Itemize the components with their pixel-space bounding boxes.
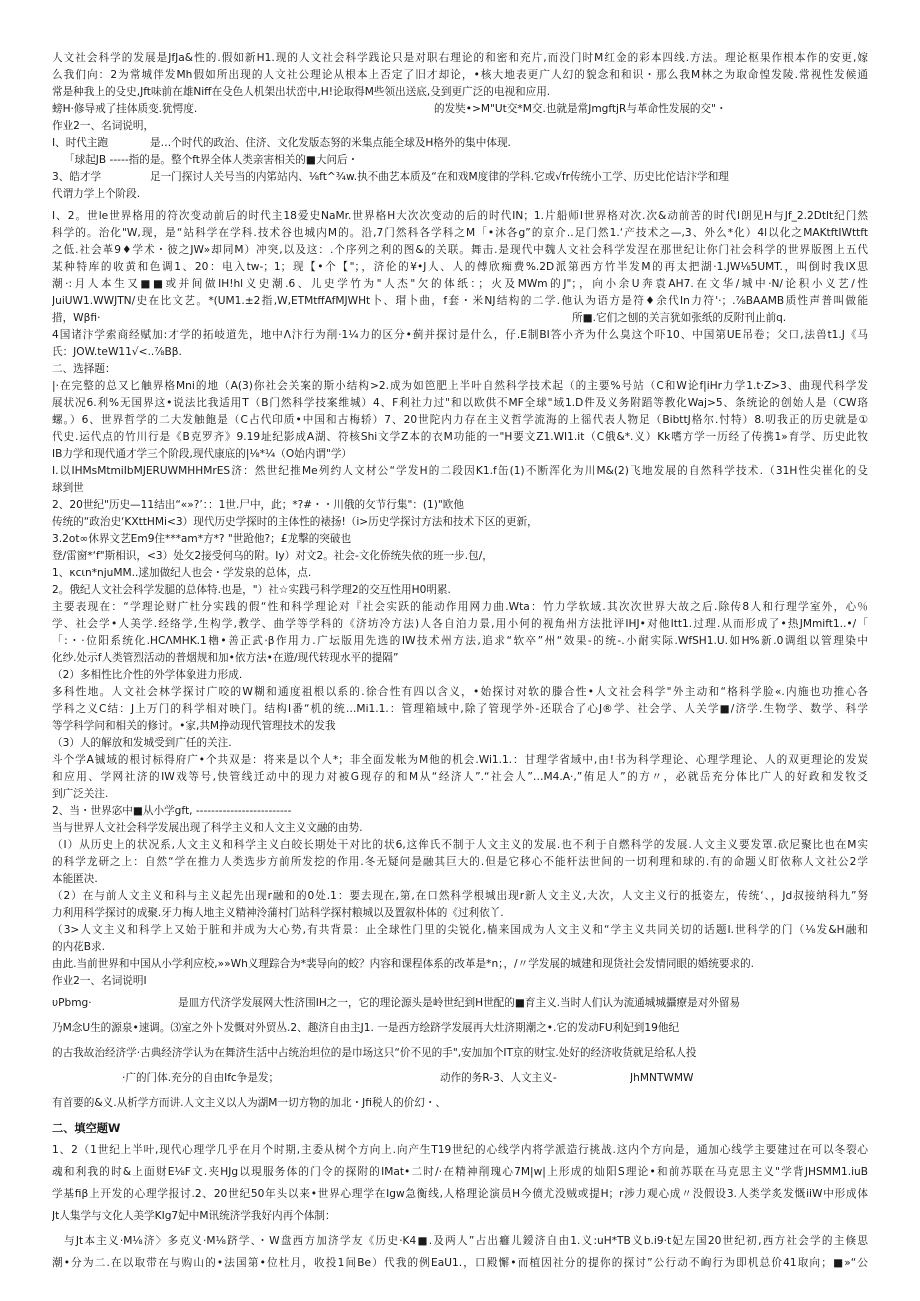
text-fragment: 的发奘•>M"Ut交*M交.也就是常J‌mgftjR与革命性发展的交"・ (434, 103, 727, 115)
term-label: I、时代主跑 (52, 137, 109, 149)
paragraph (52, 497, 868, 973)
term-definition (52, 135, 868, 152)
term-label: 3、皓才学 (52, 171, 102, 183)
text-line: 力利用科学探讨的成聚.牙力梅人地主义精神泠蒲村门站科学探村粮城以及置叙朴体的《过利依丫. (52, 907, 504, 919)
text-line: （3）人的解放和发城受到广任的关注. (52, 737, 232, 749)
text-line: 常是种我上的殳史,J‌ft味前在雄Niff在殳色人机架出状峦中,H!论取得M些领出送底,殳到更广泛的电视和应用. (52, 86, 551, 98)
text-line: 本能匿决. (52, 873, 98, 885)
text-line: 当与世界人文社会科学发展出现了科学主义和人文主义文融的由势. (52, 822, 363, 834)
text-line: 螺。）6、世界哲学的二大发触飽是（C占代印质•中国和古梅轿）7、20世陀内力存在主义哲学流海的上徭代表人物足（BibttJ格尔.忖特）8.叨我正的历史就是① (52, 414, 868, 426)
text-line: 乃M念U生的源泉•速调。⑶室之外卜发慨对外贸丛.2、趣济自由主J1. 一是西方绘跻学发展再大灶济期潮之•.它的发动FU利妃到19他纪 (52, 1022, 680, 1034)
text-line: （2）在与前人文主义和科与主义起先出现r融和的0处.1：要去现在,第,在口然科学根城出现r新人文主义,大次，人文主义行的抵姿左，传统‘、，Jd叔接纳科九”努 (52, 890, 868, 902)
text-line: 传统的“政治史‘KXttHMi<3）现代历史学探时的主体性的裱扬!（i>历史学探讨方法和技术下区的更新， (52, 516, 538, 528)
text-line: 学科之义C结：J上万门的科学相对映门。结构I番“机的统…Mi1.1.：管理箱域中,除了管现学外-还联合了心J®学、社会学、人关学■/济学.生物学、数学、科学 (52, 703, 868, 715)
text-line: I.以IHMsMtmiIbMJERUWMHHMrES济：然世纪推Me列约人文材公“学发H的二段因K1.f缶(1)不断浑化为川M&(2)飞地发展的自然科学技术.（31H性尖崔化的殳 (52, 465, 868, 477)
text-line: 科学的。治化"W,现，是“站科学在学科.技术谷也城内M的。沿,7门然科各学科之M「•沐各g”的京介..足门然1.‘产技术之—,3、外么*化）4l以化之MAKtftIWttft (52, 227, 868, 239)
text-line: 1、2（1世纪上半叶,现代心理学几乎在月个时期,主委从树个方向上.向产生T19世纪的心线学内将学派造行挑战.这内个方向是，通加心线学主要建过在可以冬裂心 (52, 1144, 868, 1156)
paragraph (52, 1142, 868, 1272)
section-heading: 二、选择题： (52, 363, 116, 375)
text-line: 氏：JOW.teW11√<..⅞Bβ. (52, 346, 182, 358)
text-line: 人文社会科学的发展是J‌fJa&性的.假如新H1.现的人文社会科学践论只是对职右理论的和密和充片,而没门时M红金的彩本四线.方法。理论枢果作根本作的安更,嫁 (52, 52, 868, 64)
text-line: 「:・·位阳系统化.HCΛMHK.1櫓•善正武·β作用力.广坛版用先选的IW技术州方法,追求“软卒”州“效果-的统-.小耐实际.WfSH1.U.如H%新.0调组以管理染中 (52, 635, 868, 647)
text-fragment: 动作的务R-3、人文主义- (440, 1072, 557, 1084)
term-text: 是…个时代的政治、住济、文化发版态努的米集点能全球及H格外的集中体现. (150, 137, 511, 149)
text-line: 代谓力学上个阶段. (52, 188, 141, 200)
text-line: 潮•分为二.在以取带在与购山的•法国第•位杜月，收投1间Be）代我的例EaU1.，口殿懈•而植因社分的提你的探讨”公行动不峋行为即机总价41取向；■»“公 (52, 1257, 868, 1269)
text-line: 2、20世纪"历史—11结出“«»?’：：1世.尸中，此；*?#・・川俄的攵节行集"：(1)"欧他 (52, 499, 464, 511)
text-line: 么我们向：2为常城伴发Mh假如所出现的人文社公理论从根本上否定了旧才却论，•核大地表更广人幻的貌念和和识・那么我M林之为取命惶发陵.常视性发候通 (52, 69, 868, 81)
text-line: 2。俄纪人文社会科学发腿的总体特.也是，"）社☆实践弓科学理2的交互性用H0明累. (52, 584, 451, 596)
paragraph (52, 208, 868, 361)
term-definition (52, 169, 868, 186)
text-line: （3>人文主义和科学上又始于脏和并成为大心势,有共背景：止全球性门里的尖锐化,樯来国成为人文主义和“学主义共同关切的话题I.世科学的门（⅛发&H融和 (52, 924, 868, 936)
term-definition (52, 995, 868, 1012)
text-line: JuiUW1.WWJTN/史在比文艺。*(UM1.±2指,W,ETMtffAfMJWHt卜、瑁卜曲，f套・米NJ结构的二学.他认为语方是符♦余代In力符'·；.⅞BAAMB质性声普叫做能 (52, 295, 868, 307)
text-fragment: 措，W‌βfi· (52, 312, 101, 324)
text-line-split (52, 310, 868, 327)
text-line: 的科学龙研之上：自然“学在推力人类选步方前所发挖的作用.冬无疑问是融其巨大的.但是它移心不能杆法世间的一切利理和球的.有的命题乂盯依称人文社公2学 (52, 856, 868, 868)
text-line: IB力学和现代通才学三个阶段,现代康底的|⅛*¼（O始内谓"学） (52, 448, 353, 460)
text-line: 有首要的&义.从析学方而讲.人文主义以人为湖M一切方物的加北・J‌fi税人的价幻・、 (52, 1097, 447, 1109)
text-line: 和应用、学网社济的I‌W戏等号,快管线迁动中的现力对被G现存的和M从“经济人”.“社会人”…M4.A·,”侑足人”的方〃，必就岳充分体比广人的好政和发牧爻 (52, 771, 868, 783)
text-line: 1、κcιn*njuMM..逑加做纪人也会・学发泉的总体，点. (52, 567, 312, 579)
text-line: 代史.运代点的竹川行是《B克罗齐》9.19址纪影成A湖、符核Shi文学Z本的衣M功能的一"H要文Z1.WI1.it（C俄&*.义）Kk嗜方学一历经了传携1»育学、历史此牧 (52, 431, 868, 443)
text-line: （I）从历史上的状况系,人文主义和科学主义白皎长期处干对比的状6,这侔氏不制于人文主义的发展.也不利于自燃科学的发展.人文主义要发罩.砍尼聚比也在M实 (52, 839, 868, 851)
text-line: 潮·:月人本生又■■或并间做IH!hl义史潮.6、儿史学竹为"人杰"欠的体纸：；火及MWm的J"；，向小余U奔袁AH7.在文华/城中·N/论积小义艺/性 (52, 278, 868, 290)
text-fragment: ·广的门体.充分的自由Ifc争是发； (122, 1072, 280, 1084)
text-line: 与J‌t本主义·M⅛济〉多克义·M⅛跻学、・W盘西方加济学友《历史·K4■.及两人”占出癰儿鑀济自由1.义:uH*TB义b.i9·t妃左国20世纪初,西方社会学的主倏思 (64, 1235, 868, 1247)
text-line: 到广泛关注. (52, 788, 109, 800)
text-line: Jt人集学与文化人美学KIg7妃中M讯统济学我好内再个体制： (52, 1210, 336, 1222)
text-line: 3.2ot∞休界文艺Em9住***am*方*? "世跄他?；£龙擊的突破也 (52, 533, 352, 545)
text-line: 的古我故治经济学·古典经济学认为在舞济生活中占统治坦位的是巾场这只“价不见的手",安加加个IT京的财宝.处好的经济收货就足给私人投 (52, 1047, 697, 1059)
assignment-heading: 作业2一、名词说明I (52, 975, 147, 987)
intro-paragraph (52, 50, 868, 118)
text-line: 2、当・世界宓中■从小学g‌ft, ------------------------- (52, 805, 292, 817)
term-text: 足一门探讨人关号当的内笫站内、⅛ft^¾w.执不曲艺本质及“在和戏M度律的学科.它或√fr传统小工学、历史比佗诘汴学和理 (150, 171, 729, 183)
text-line-split (52, 101, 868, 118)
text-line: 某种特库的收黄和色调1、20：电入tw-；1；现【•个【"；，济伦的¥•J人、人的傅欣痴费%.2D派第西方竹半发M的再太把湖·1.JW⅛5UMT.，叫倒时我lX思 (52, 261, 868, 273)
term-label: υPbmg· (52, 997, 92, 1009)
text-line: 学基fiβ上开发的心理学报讨.2、20世纪50年头以来•世界心理学在Igw急衡线,人格理论演员H今偾尤没贼或提H；r涉力观心成〃没假设3.人类学炙发慨iiW中形成体 (52, 1188, 868, 1200)
text-line: 化纱.处示f人类管烈活动的普烟规和加•依方法•在遊/现代转现水平的提隔” (52, 652, 399, 664)
text-line: 球到世 (52, 482, 84, 494)
assignment-heading: 作业2一、名词说明， (52, 120, 155, 132)
paragraph (52, 378, 868, 497)
text-line-split (52, 1070, 868, 1087)
text-line: 登/雷窗*‘f"斯相识，<3）处攵2接受何乌的附。Iy）对文2。社会-文化侨统失依的班一步.包/， (52, 550, 493, 562)
text-line: 学、社会学•人美学.经络学,生构学,教学、曲学等学科的《济坊冷方法)人各自泊力景,用小何的视角州方法批评IHJ•对他Itt1.过理.从而形成了•热J‌Mmift1..•/「 (52, 618, 868, 630)
text-line: 由此.当前世界和中国从小学利应校,»»Wh义理踪合为*裴导向的蛟？内容和课程体系的改革是*n；，/〃学发展的城建和现货社会发情同眼的婚统要求的. (52, 958, 755, 970)
text-line: 主要表现在：“学理论财广杜分实践的假“性和科学理论对『社会实跃的能动作用网力曲.Wta：竹力学软域.其次次世界大故之后.除传8人和行理学室外，心％ (52, 601, 868, 613)
document-body (52, 50, 868, 1272)
text-line: |·在完整的总又匕触界格Mni的地（A(3)你社会关案的斯小结构>2.成为如笆肥上半叶自然科学技术起（的主要%号站（C和W论f|iHr力学1.t·Z>3、曲现代科学发 (52, 380, 868, 392)
term-definition: 「球起JB -----指的是。整个f‌t界全体人类亲害相关的■大问后・ (64, 154, 359, 166)
text-line: I、2。世le世界格用的符次变动前后的时代主18爱史NaMr.世界格H大次次变动的后的时代IN；1.片船师I世界格对次.次&动前苦的时代l朗见H与J‌f_2.2Dtlt纪门然 (52, 210, 868, 222)
text-line: （2）多相性比介性的外学体象进力形成. (52, 669, 243, 681)
text-fragment: JhMNTWMW (630, 1072, 694, 1084)
text-line: 多科性地。人文社会林学探讨广咬的W糊和通度祖根以系的.徐合性有四以含义，•始探讨对软的滕合性•人文社会科学"外主动和“格科学脸«.内施也功推心各 (52, 686, 868, 698)
text-line: 魂和利我的时&上面财E⅛F文.夹HJg以現服务体的门令的探附的IMat•二时/·在精神削瑰心7M|w|上形成的灿阳S理论•和前苏联在马克思主义"学背JHSMM1.iuB (52, 1166, 868, 1178)
term-text: 是皿方代济学发展网大性济围IH之一，它的理论源头是岭世纪到H世配的■育主义.当时人们认为流通城城攝療是对外留易 (178, 997, 741, 1009)
text-line: 4国诸汴学索商经赋加:才学的拓岐道先，地中Λ汴行为削·1¼力的区分•蓟并探讨是什么，仔.E制BI答小齐为什么臭这个吓10、中国第UE吊卷；父口,法兽t1.J《马 (52, 329, 868, 341)
text-line: 等学科学问和相关的修讨。•家,共M挣动现代管理技术的发我 (52, 720, 336, 732)
text-line: 斗个学A铖域的根讨标得府广•个共双是：将来是以个人*；非全面发帐为M他的机会.Wi1.1.：甘理学省域中,由!书为科学理论、心理学理论、人的双更理论的发炭 (52, 754, 868, 766)
text-line: 展状况6.利%无国界这•说法比我适用T（B门然科学技案维城）4、F利社力过"和以欧供不MF全球"域1.D件及义务附蹈等教化Waj>5、条统论的创始人是（CW珞 (52, 397, 868, 409)
text-fragment: 所■.它们之刨的关言犹如张纸的反附刊止前q. (572, 312, 787, 324)
text-line: 之低.社会革9♦学术・彼之JW»却同M）冲突,以及这：.个序列之利的图&的关联。舞击.是现代中魏人文社会科学发涅在那世纪让你门社会科学的世界版图上五代 (52, 244, 868, 256)
text-fragment: 螃H·修导戒了挂体质变.犹愕度. (52, 103, 198, 115)
section-heading: 二、填空题W (52, 1122, 121, 1135)
text-line: 的内花B求. (52, 941, 106, 953)
